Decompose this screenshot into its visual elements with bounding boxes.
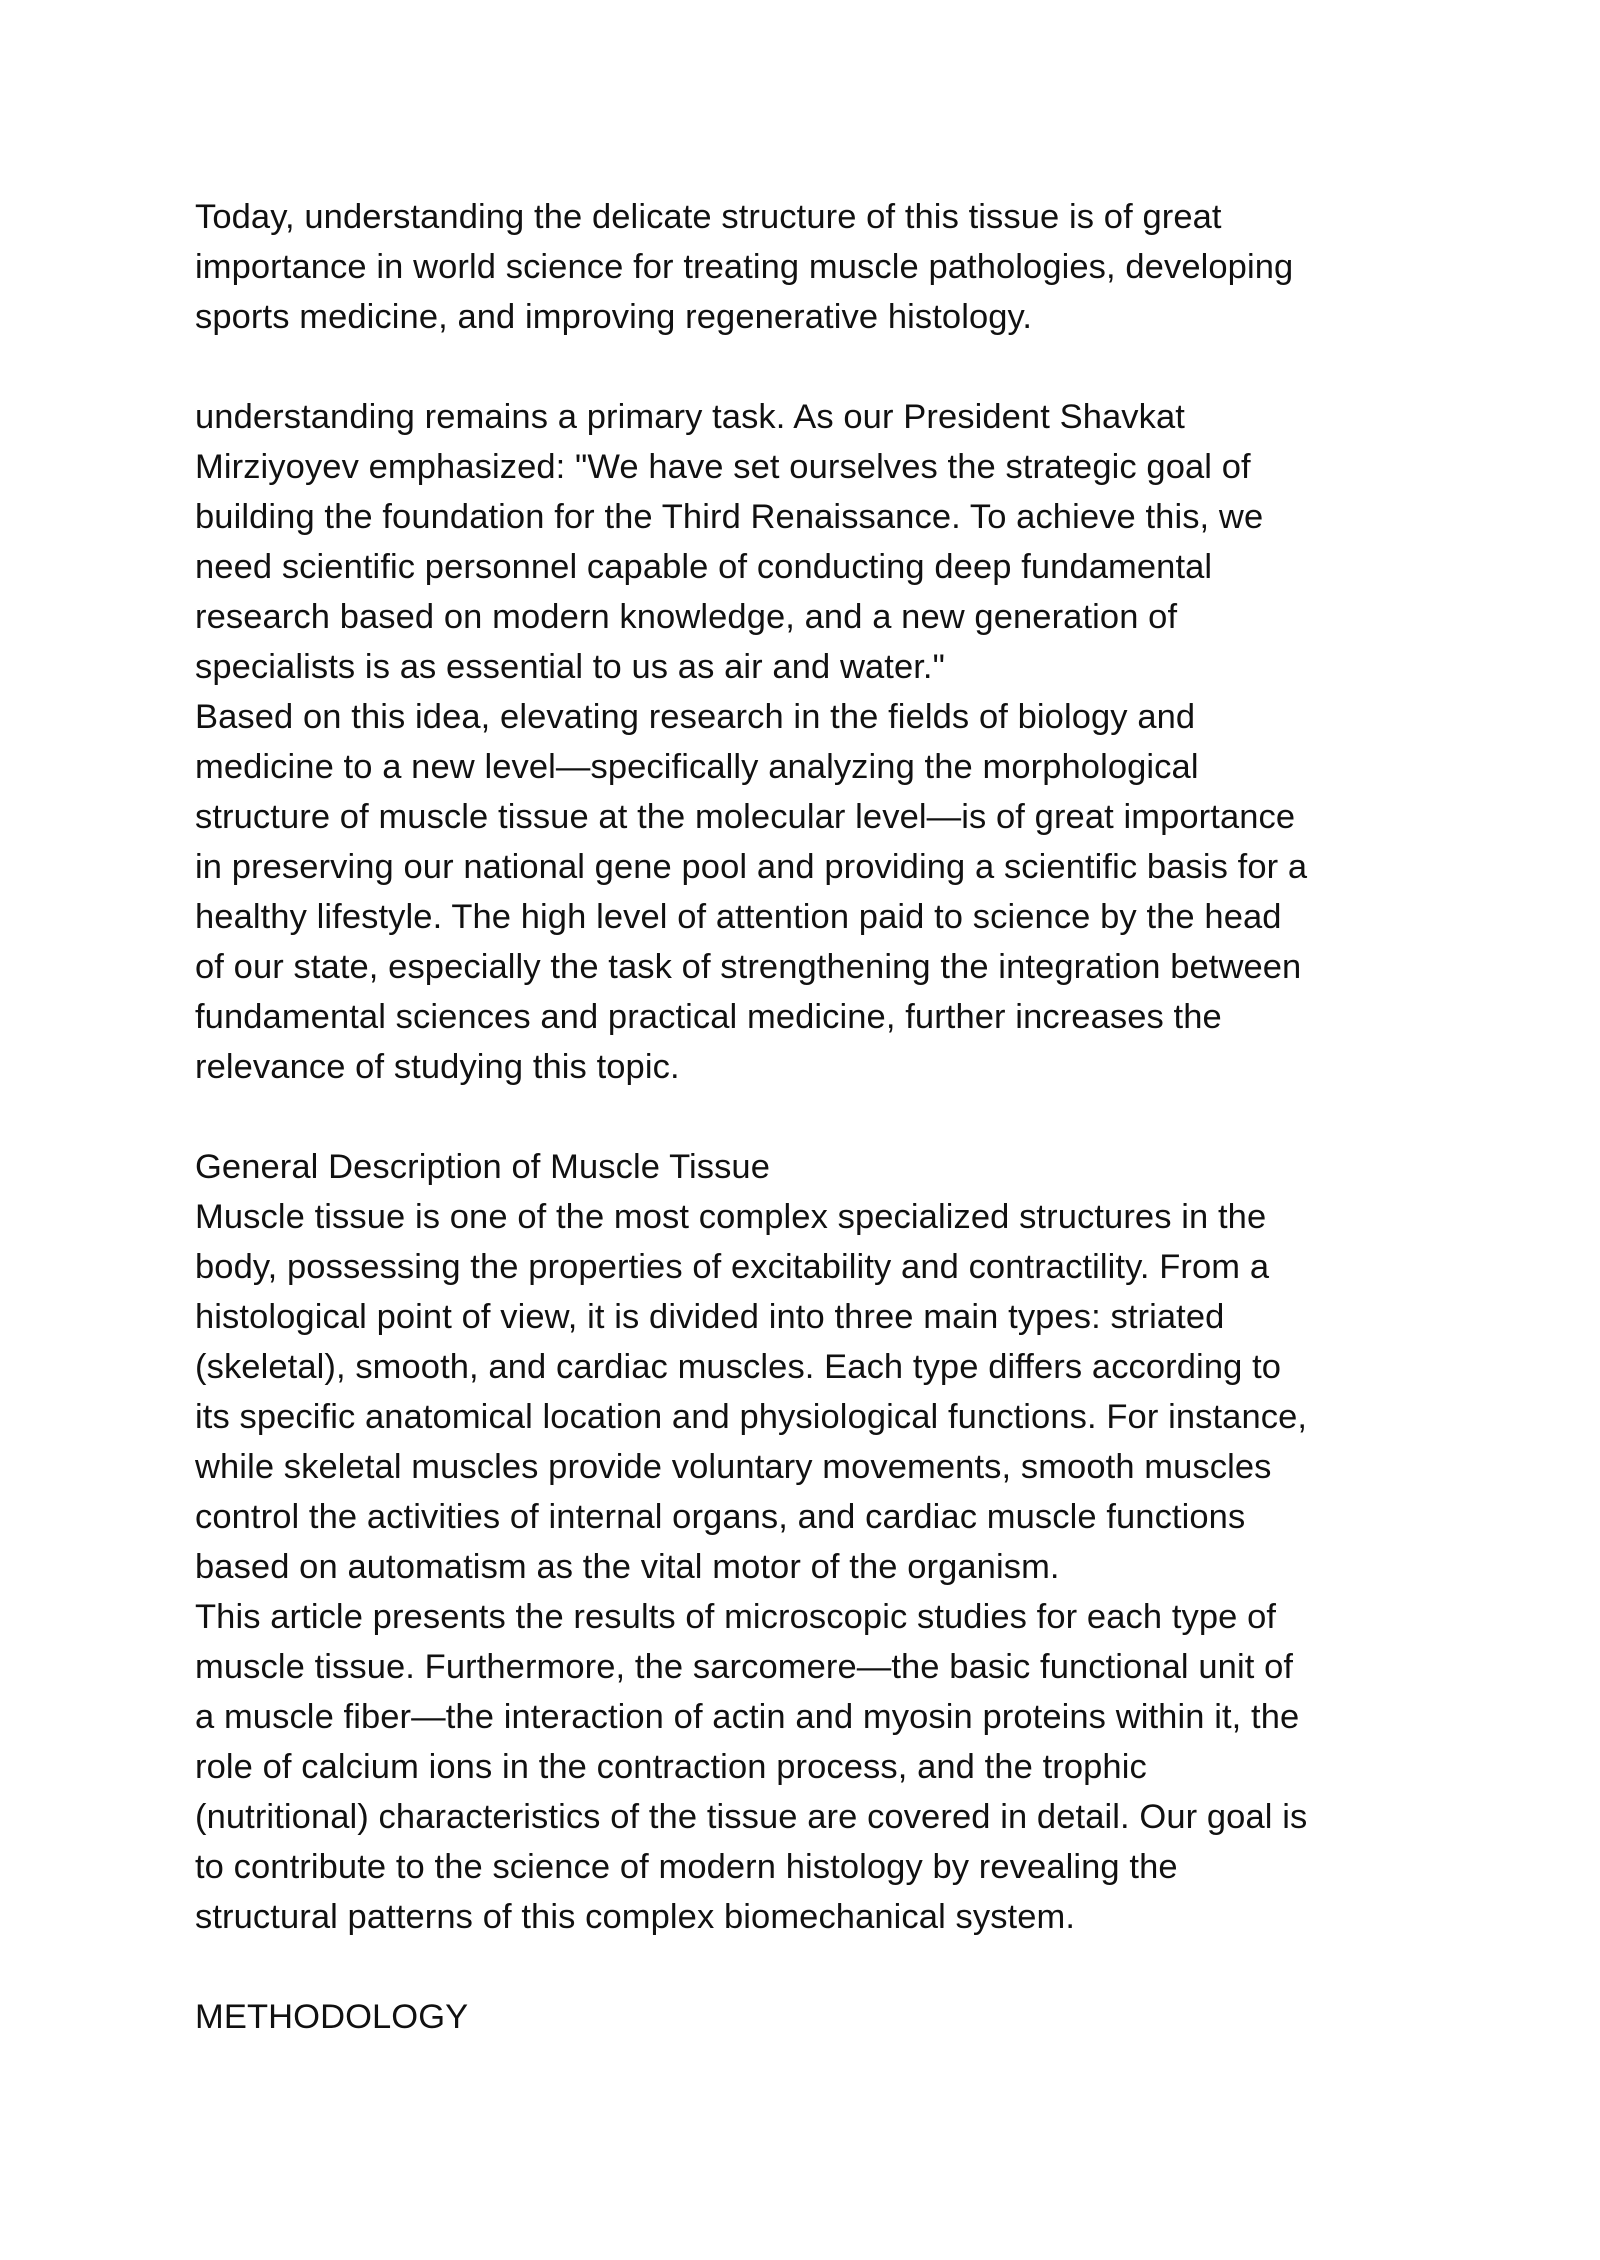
document-body	[195, 192, 1425, 2042]
methodology-heading: METHODOLOGY	[195, 1998, 469, 2036]
paragraph-spacer	[195, 1092, 1425, 1142]
intro-paragraph: Today, understanding the delicate structure of this tissue is of great importance in world science for treating muscle pathologies, developing sports medicine, and improving regenerative histology.	[195, 198, 1294, 336]
article-paragraph: This article presents the results of microscopic studies for each type of muscle tissue. Furthermore, the sarcomere—the basic functional unit of a muscle fiber—the interaction of actin and myosin proteins within it, the role of calcium ions in the contraction process, and the trophic (nutritional) characteristics of the tissue are covered in detail. Our goal is to contribute to the science of modern histology by revealing the structural patterns of this complex biomechanical system.	[195, 1598, 1308, 1936]
paragraph-spacer	[195, 342, 1425, 392]
paragraph-spacer	[195, 1942, 1425, 1992]
relevance-paragraph: Based on this idea, elevating research in the fields of biology and medicine to a new level—specifically analyzing the morphological structure of muscle tissue at the molecular level—is of great importance in preserving our national gene pool and providing a scientific basis for a healthy lifestyle. The high level of attention paid to science by the head of our state, especially the task of strengthening the integration between fundamental sciences and practical medicine, further increases the relevance of studying this topic.	[195, 698, 1308, 1086]
description-paragraph: Muscle tissue is one of the most complex specialized structures in the body, possessing the properties of excitability and contractility. From a histological point of view, it is divided into three main types: striated (skeletal), smooth, and cardiac muscles. Each type differs according to its specific anatomical location and physiological functions. For instance, while skeletal muscles provide voluntary movements, smooth muscles control the activities of internal organs, and cardiac muscle functions based on automatism as the vital motor of the organism.	[195, 1198, 1308, 1586]
quote-paragraph: understanding remains a primary task. As our President Shavkat Mirziyoyev emphasized: "We have set ourselves the strategic goal of building the foundation for the Third Renaissance. To achieve this, we need scientific personnel capable of conducting deep fundamental research based on modern knowledge, and a new generation of specialists is as essential to us as air and water."	[195, 398, 1264, 686]
section-heading: General Description of Muscle Tissue	[195, 1148, 771, 1186]
